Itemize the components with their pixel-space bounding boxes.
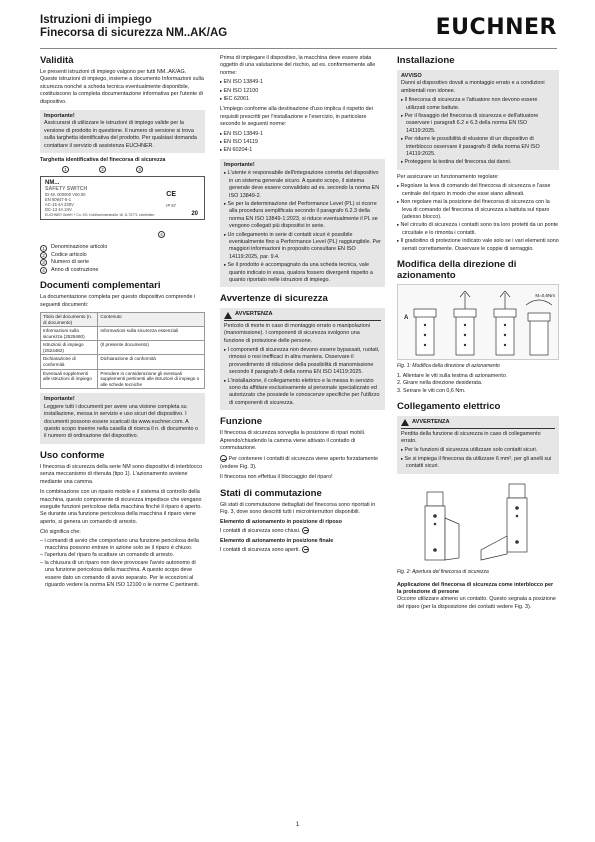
ce-mark: CE xyxy=(166,191,176,199)
important-note-text: Leggere tutti i documenti per avere una visione completa su installazione, messa in servizio e uso sicuri del dispositivo. I documenti possono essere scaricati da www.euchner.com. A questo scopo inserire nella casella di ricerca il n. di documento o il numero di ordinazione del dispositivo. xyxy=(44,403,199,440)
list-item: ▸ Per le funzioni di sicurezza utilizzare solo contatti sicuri. xyxy=(401,446,555,454)
rest-text: I contatti di sicurezza sono chiusi. xyxy=(220,527,385,535)
list-item: ▸ EN ISO 12100 xyxy=(220,87,385,95)
plate-heading: Targhetta identificativa del finecorsa di sicurezza xyxy=(40,157,166,164)
notice-label: AVVISO xyxy=(401,73,422,79)
function-heading: Funzione xyxy=(220,416,263,428)
norms-text: L'impiego conforme alla destinazione d'uso implica il rispetto dei requisiti prescritti per l'installazione e l'esercizio, in particolare secondo le seguenti norme: xyxy=(220,106,373,128)
use-text-2: In combinazione con un ripario mobile e il sistema di controllo della macchina, questo componente di sicurezza impedisce che vengano eseguite funzioni pericolose della macchina finché il riparo è aperto. Se durante una funzione pericolosa della macchina il riparo viene aperto, si genera un comando di arresto. xyxy=(40,489,202,525)
callout-3: 3 xyxy=(136,166,143,173)
plate-line-2: SAFETY SWITCH xyxy=(45,186,88,193)
docs-table-header: Titolo del documento (n. di documento) xyxy=(41,312,98,326)
use-list xyxy=(40,538,205,590)
application-text: Occorre utilizzare almeno un contatto. Questo segnala a posizione del riparo (per la disposizione dei contatti vedere Fig. 3). xyxy=(397,596,556,610)
installation-text: Per assicurare un funzionamento regolare: xyxy=(397,173,499,180)
list-item: – la chiusura di un riparo non deve provocare l'avvio autonomo di una funzione pericolosa della macchina. A questo scopo deve essere dato un comando di avvio separato. Per le eccezioni al riguardo vedere la norma EN ISO 12100 o le norme C pertinenti. xyxy=(40,560,205,590)
warning-list xyxy=(401,446,555,470)
plate-line-5: AC-15 4A 230V xyxy=(45,202,74,208)
header-divider xyxy=(40,48,557,49)
list-item: – i comandi di avvio che comportano una funzione pericolosa della macchina possono entrare in azione solo se il riparo è chiuso. xyxy=(40,538,205,553)
plate-line-6: DC-13 4A 24V xyxy=(45,207,72,213)
figure-label-a: A xyxy=(404,314,409,321)
installation-notice xyxy=(397,70,559,170)
table-row: Eventuali supplementi alle istruzioni di impiego Prendere in considerazione gli eventuali supplementi pertinenti alle istruzioni di impiego o alle schede tecniche xyxy=(41,369,205,389)
warning-header xyxy=(401,419,555,428)
plate-footer: EUCHNER GmbH + Co. KG, Kohlhammerstraße 16, D-70771 Leinfelden xyxy=(45,213,155,218)
end-text: I contatti di sicurezza sono aperti. xyxy=(220,546,385,554)
electrical-heading: Collegamento elettrico xyxy=(397,401,501,413)
plate-legend xyxy=(40,244,205,274)
positive-opening-icon xyxy=(220,455,227,462)
switch-rotation-illustration xyxy=(398,285,558,361)
use-text-1: I finecorsa di sicurezza della serie NM sono dispositivi di interblocco senza meccanismo di ritenuta (tipo 1). L'azionamento avviene mediante una camma. xyxy=(40,463,203,485)
norms-list-2 xyxy=(220,130,385,155)
plate-callout-4-wrap xyxy=(40,223,205,241)
list-item: ▸ Nel circuito di sicurezza i contatti sono tra loro protetti da un ponte circuitale e lo rimonta i contatti. xyxy=(397,221,559,237)
list-item: ▸ Se per la determinazione del Performance Level (PL) si ricorre alla procedura semplificata secondo il paragrafo 6.2.3 della norma EN ISO 13849-1:2023, si riduce eventualmente il PL se vengono collegati più dispositivi in serie. xyxy=(224,200,381,231)
warning-label: AVVERTENZA xyxy=(412,419,450,426)
docs-table xyxy=(40,312,205,390)
safety-heading: Avvertenze di sicurezza xyxy=(220,293,328,305)
table-row: Dichiarazione di conformità Dichiarazione di conformità xyxy=(41,355,205,369)
docs-text: La documentazione completa per questo dispositivo comprende i seguenti documenti: xyxy=(40,294,196,308)
list-item: ▸ Non regolare mai la posizione del finecorsa di sicurezza con la leva di comando del finecorsa di sicurezza a battuta sul riparo (adesso blocco). xyxy=(397,198,559,221)
warning-label: AVVERTENZA xyxy=(235,311,273,318)
warning-text: Pericolo di morte in caso di montaggio errato o manipolazioni (manomissione). I componenti di sicurezza svolgono una funzione di protezione delle persone. xyxy=(224,322,370,344)
rest-heading: Elemento di azionamento in posizione di riposo xyxy=(220,519,342,526)
validity-text: Le presenti istruzioni di impiego valgono per tutti NM..AK/AG. Queste istruzioni di impiego, insieme a documento Informazioni sulla sicurezza nonché a scheda tecnica eventualmente disponibile, costituiscono la completa documentazione informativa per l'utente di dispositivo. xyxy=(40,69,204,105)
plate-legend-item: 2 Codice articolo xyxy=(40,252,205,259)
list-item: ▸ EN 60204-1 xyxy=(220,146,385,154)
title-line-2: Finecorsa di sicurezza NM..AK/AG xyxy=(40,27,228,39)
docs-heading: Documenti complementari xyxy=(40,280,161,292)
installation-heading: Installazione xyxy=(397,55,455,66)
function-text-2: Per contenere i contatti di sicurezza viene aperto forzatamente (vedere Fig. 3). xyxy=(220,456,379,470)
column-middle xyxy=(220,55,385,557)
important-note-2 xyxy=(40,393,205,443)
list-item: 1. Allentare le viti sulla testina di azionamento. xyxy=(397,372,508,379)
list-item: ▸ EN ISO 14119 xyxy=(220,138,385,146)
warning-list xyxy=(224,346,381,407)
notice-text: Danni al dispositivo dovuti a montaggio errato e a condizioni ambientali non idonee. xyxy=(401,80,545,94)
plate-line-3: ID-Nr. 000000 V00.00 xyxy=(45,192,86,198)
list-item: ▸ Per il fissaggio del finecorsa di sicurezza e dell'attuatore osservare i paragrafi 6.2 e 6.3 della norma EN ISO 14119:2025. xyxy=(401,112,555,135)
plate-year: 20 xyxy=(191,211,198,218)
function-text-1: Il finecorsa di sicurezza sorveglia la posizione di ripari mobili. Aprendo/chiudendo la camma viene attivato il contatto di commutazione. xyxy=(220,430,366,452)
direction-heading: Modifica della direzione di azionamento xyxy=(397,258,517,281)
list-item: ▸ Il gradoitino di protezione indicato vale solo se i vari elementi sono serrati correttamente. Osservare le coppie di serraggio. xyxy=(397,237,559,253)
page-number: 1 xyxy=(295,822,300,828)
list-item: ▸ L'utente è responsabile dell'integrazione corretta del dispositivo in un sistema generale sicuro. A questo scopo, il sistema generale deve essere convalidato ad es. secondo la norma EN ISO 13849-2. xyxy=(224,169,381,200)
important-note-text: Assicurarsi di utilizzare le istruzioni di impiego valide per la versione di prodotto in questione. Il numero di versione si trova sulla targhetta identificativa del prodotto. Per qualsiasi domanda contattare il servizio di assistenza EUCHNER. xyxy=(44,120,197,149)
list-item: – l'apertura del riparo fa scattare un comando di arresto. xyxy=(40,552,205,559)
callout-2: 2 xyxy=(99,166,106,173)
plate-line-1: NM... xyxy=(45,180,60,187)
opening-diagram xyxy=(397,478,559,566)
column-left xyxy=(40,55,205,589)
notice-list xyxy=(401,96,555,167)
torque-label: M=0,6Nm xyxy=(535,292,555,298)
important-note-heading: Importante! xyxy=(224,161,255,168)
application-heading: Applicazione del finecorsa di sicurezza come interblocco per la protezione di persone xyxy=(397,581,554,595)
states-text: Gli stati di commutazione dettagliati del finecorsa sono riportati in Fig. 3, dove sono descritti tutti i microinterruttori disponibili. xyxy=(220,501,376,516)
list-item: 2. Girare nella direzione desiderata. xyxy=(397,380,483,387)
list-item: ▸ I componenti di sicurezza non devono essere bypassati, ruotati, rimossi o resi inefficaci in altra maniera. Osservare il provvedimento di riduzione della possibilità di manomissione secondo il paragrafo 8 della norma EN ISO 14119:2025. xyxy=(224,346,381,377)
figure-caption-2: Fig. 2: Apertura del finecorsa di sicurezza xyxy=(397,568,489,575)
warning-icon xyxy=(401,419,409,426)
table-row: Istruzioni di impiego (2524482) (Il presente documento) xyxy=(41,341,205,355)
electrical-warning xyxy=(397,416,559,473)
figure-caption-1: Fig. 1: Modifica della direzione di azionamento xyxy=(397,362,500,369)
column-right xyxy=(397,55,559,614)
document-title xyxy=(40,14,227,40)
plate-callouts xyxy=(40,166,205,173)
list-item: ▸ Se il prodotto è accompagnato da una scheda tecnica, vale quanto indicato in essa, qualora fossero divergenti rispetto a quanto riportato nelle istruzioni di impiego. xyxy=(224,261,381,284)
docs-table-header: Contenuto xyxy=(98,312,205,326)
plate-legend-item: 3 Numero di serie xyxy=(40,259,205,266)
validity-heading: Validità xyxy=(40,55,74,66)
list-item: ▸ EN ISO 13849-1 xyxy=(220,78,385,86)
callout-1: 1 xyxy=(62,166,69,173)
nameplate-diagram xyxy=(40,176,205,220)
plate-legend-item: 1 Denominazione articolo xyxy=(40,244,205,251)
plate-ip-rating: IP 67 xyxy=(166,203,176,209)
direction-steps xyxy=(397,373,559,395)
direction-diagram xyxy=(397,284,559,360)
contact-icon xyxy=(302,546,309,553)
brand-logo: EUCHNER xyxy=(435,15,557,40)
states-heading: Stati di commutazione xyxy=(220,487,322,499)
norms-list-1 xyxy=(220,78,385,103)
important-note-3 xyxy=(220,159,385,288)
list-item: ▸ Proteggere la testina del finecorsa dai danni. xyxy=(401,158,555,166)
function-text-3: Il finecorsa non effettua il bloccaggio del riparo! xyxy=(220,474,333,481)
list-item: ▸ Per ridurre le possibilità di elusione di un dispositivo di interblocco osservare il paragrafo 8 della norma EN ISO 14119:2025. xyxy=(401,135,555,158)
important-note-heading: Importante! xyxy=(44,396,75,403)
important-list xyxy=(224,169,381,284)
list-item: ▸ Regolare la leva di comando del finecorsa di sicurezza e l'asse centrale del riparo in modo che esse siano allineati. xyxy=(397,182,559,198)
list-item: ▸ IEC 62061 xyxy=(220,95,385,103)
installation-list xyxy=(397,182,559,253)
use-heading: Uso conforme xyxy=(40,449,105,461)
important-note-1 xyxy=(40,110,205,153)
warning-header xyxy=(224,311,381,320)
risk-text: Prima di impiegare il dispositivo, la macchina deve essere stata oggetto di una valutazione del rischio, ad es. conformemente alle norme: xyxy=(220,55,376,76)
list-item: ▸ Un collegamento in serie di contatti sicuri è possibile eventualmente fino a Performance Level (PL) raggiungibile. Per maggiori informazioni in proposito consultare EN ISO 14119:2025, par. 9.4. xyxy=(224,231,381,262)
plate-line-4: EN 60947-5-1 xyxy=(45,197,72,203)
list-item: 3. Serrare le viti con 0,6 Nm. xyxy=(397,387,466,394)
important-note-heading: Importante! xyxy=(44,113,75,120)
list-item: ▸ Il finecorsa di sicurezza e l'attuatore non devono essere utilizzati come battute. xyxy=(401,96,555,112)
warning-box xyxy=(220,308,385,410)
switch-opening-illustration xyxy=(397,478,557,566)
callout-4: 4 xyxy=(158,231,165,238)
warning-icon xyxy=(224,312,232,319)
end-heading: Elemento di azionamento in posizione finale xyxy=(220,538,334,545)
list-item: ▸ EN ISO 13849-1 xyxy=(220,130,385,138)
list-item: ▸ L'installazione, il collegamento elettrico e la messa in servizio sono da affidare esclusivamente al personale specializzato ed autorizzato che possiede le conoscenze specifiche per l'utilizzo di componenti di sicurezza. xyxy=(224,377,381,408)
plate-legend-item: 4 Anno di costruzione xyxy=(40,267,205,274)
use-text-3: Ciò significa che: xyxy=(40,529,81,536)
contact-icon xyxy=(302,527,309,534)
list-item: ▸ Se si impiega il finecorsa da utilizzare 6 mm², per gli anelli sui contatti sicuri. xyxy=(401,455,555,471)
title-line-1: Istruzioni di impiego xyxy=(40,14,152,26)
table-row: Informazioni sulla sicurezza (2525460) Informazioni sulla sicurezza essenziali xyxy=(41,327,205,341)
warning-text: Perdita della funzione di sicurezza in caso di collegamento errato. xyxy=(401,430,541,444)
